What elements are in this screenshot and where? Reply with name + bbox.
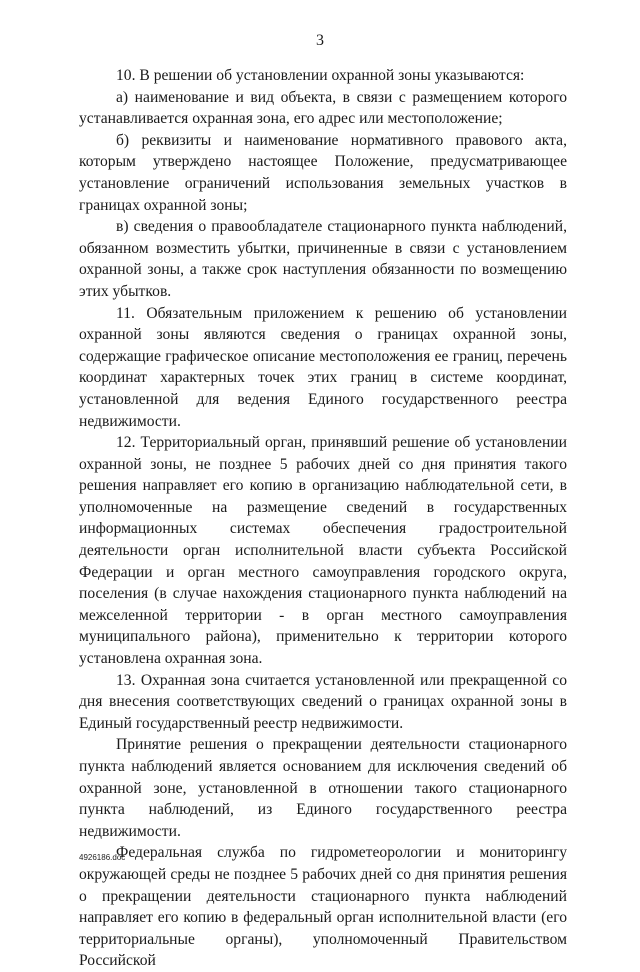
- page-number: 3: [316, 32, 324, 49]
- paragraph-13: 13. Охранная зона считается установленной или прекращенной со дня внесения соответствующих сведений о границах охранной зоны в Единый государственный реестр недвижимости.: [79, 671, 567, 732]
- paragraph-13-termination: Принятие решения о прекращении деятельности стационарного пункта наблюдений является основанием для исключения сведений об охранной зоне, установленной в отношении такого стационарного пункта наблюдений, из Единого государственного реестра недвижимости.: [79, 736, 567, 840]
- paragraph-13-federal-service: Федеральная служба по гидрометеорологии и мониторингу окружающей среды не позднее 5 рабочих дней со дня принятия решения о прекращении деятельности стационарного пункта наблюдений направляет его копию в федеральный орган исполнительной власти (его территориальные органы), уполномоченный Правительством Российской: [79, 844, 567, 970]
- document-body: [79, 65, 567, 972]
- paragraph-10-v: в) сведения о правообладателе стационарного пункта наблюдений, обязанном возместить убытки, причиненные в связи с установлением охранной зоны, а также срок наступления обязанности по возмещению этих убытков.: [79, 218, 567, 300]
- footer-filename: 4926186.doc: [79, 853, 126, 862]
- paragraph-10-b: б) реквизиты и наименование нормативного правового акта, которым утверждено настоящее Положение, предусматривающее установление ограничений использования земельных участков в границах охранной зоны;: [79, 131, 567, 214]
- paragraph-10-intro: 10. В решении об установлении охранной зоны указываются:: [116, 67, 525, 84]
- paragraph-10-a: а) наименование и вид объекта, в связи с размещением которого устанавливается охранная зона, его адрес или местоположение;: [79, 88, 567, 128]
- paragraph-12: 12. Территориальный орган, принявший решение об установлении охранной зоны, не позднее 5 рабочих дней со дня принятия такого решения направляет его копию в организацию наблюдательной сети, в уполномоченные на размещение сведений в государственных информационных системах обеспечения градостроительной деятельности орган исполнительной власти субъекта Российской Федерации и орган местного самоуправления городского округа, поселения (в случае нахождения стационарного пункта наблюдений на межселенной территории - в орган местного самоуправления муниципального района), применительно к территории которого установлена охранная зона.: [79, 434, 567, 668]
- paragraph-11: 11. Обязательным приложением к решению об установлении охранной зоны являются сведения о границах охранной зоны, содержащие графическое описание местоположения ее границ, перечень координат характерных точек этих границ в системе координат, установленной для ведения Единого государственного реестра недвижимости.: [79, 304, 567, 430]
